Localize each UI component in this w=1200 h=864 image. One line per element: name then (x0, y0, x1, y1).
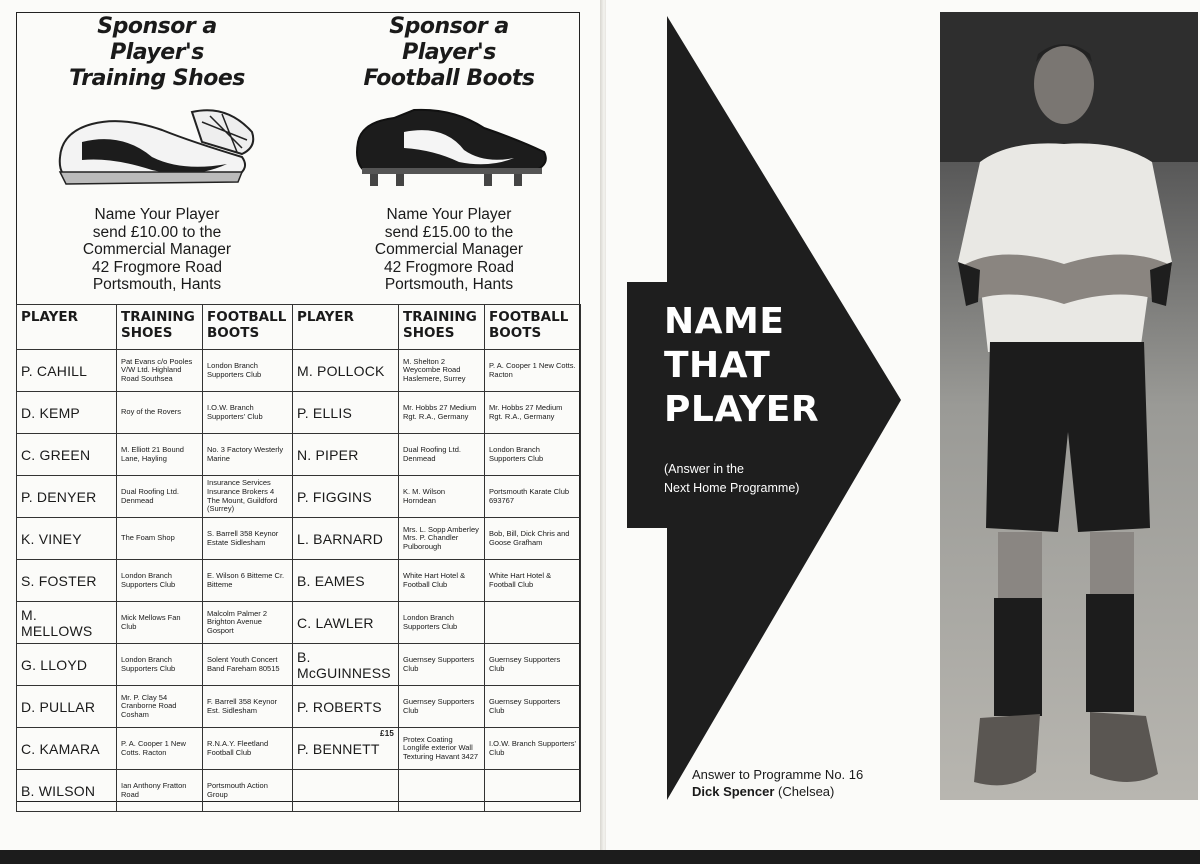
sponsor-cell (117, 392, 203, 434)
sponsor-text: P. A. Cooper 1 New Cotts. Racton (121, 738, 186, 757)
sponsor-cell (203, 392, 293, 434)
table-header-row (17, 305, 581, 350)
sponsor-text: Portsmouth Action Group (207, 780, 268, 799)
player-name: M. POLLOCK (297, 362, 385, 379)
quiz-note-line: Next Home Programme) (664, 481, 800, 495)
advert-title (308, 14, 590, 92)
quiz-title-line: PLAYER (664, 389, 820, 430)
player-name: B. WILSON (21, 782, 96, 799)
sponsor-text: F. Barrell 358 Keynor Est. Sidlesham (207, 696, 278, 715)
answer-prefix: Answer to Programme No. 16 (692, 767, 864, 782)
advert-title-line: Player's (402, 40, 496, 65)
quiz-title-line: THAT (664, 345, 771, 386)
table-row (17, 602, 581, 644)
sponsor-text: I.O.W. Branch Supporters' Club (489, 738, 576, 757)
player-name: B. EAMES (297, 572, 365, 589)
sponsor-cell (117, 644, 203, 686)
sponsor-cell (399, 560, 485, 602)
quiz-note-line: (Answer in the (664, 462, 744, 476)
sponsor-cell (485, 392, 581, 434)
advert-body-line: send £10.00 to the (92, 223, 222, 241)
sponsor-text: R.N.A.Y. Fleetland Football Club (207, 738, 269, 757)
sponsor-text: London Branch Supporters Club (207, 360, 262, 379)
player-name-cell (17, 434, 117, 476)
quiz-title (664, 300, 819, 432)
answer-name: Dick Spencer (692, 784, 775, 799)
player-name-cell (293, 644, 399, 686)
sponsor-cell (399, 770, 485, 812)
table-body (17, 350, 581, 812)
player-name-cell (293, 350, 399, 392)
sponsor-text: Portsmouth Karate Club 693767 (489, 486, 570, 505)
player-name: B. McGUINNESS (297, 648, 391, 681)
football-boots-advert (308, 14, 590, 294)
sponsor-cell (203, 602, 293, 644)
advert-body-line: Name Your Player (94, 206, 220, 223)
sponsor-text: Ian Anthony Fratton Road (121, 780, 187, 799)
sponsor-text: I.O.W. Branch Supporters' Club (207, 402, 263, 421)
sponsor-text: E. Wilson 6 Bitteme Cr. Bitteme (207, 570, 285, 589)
sponsor-cell (485, 644, 581, 686)
sponsor-text: Guernsey Supporters Club (403, 654, 475, 673)
player-name-cell (17, 350, 117, 392)
advert-body-line: 42 Frogmore Road (383, 258, 515, 276)
advert-body-line: Portsmouth, Hants (384, 276, 514, 294)
column-header: TRAINING SHOES (117, 305, 203, 350)
sponsor-text: London Branch Supporters Club (489, 444, 544, 463)
sponsor-cell (203, 686, 293, 728)
player-name: D. PULLAR (21, 698, 96, 715)
sponsor-cell (203, 350, 293, 392)
sponsor-text: Mrs. L. Sopp Amberley Mrs. P. Chandler Pulborough (403, 524, 479, 551)
advert-body-line: Portsmouth, Hants (92, 276, 222, 294)
sponsor-cell (203, 476, 293, 518)
sponsor-text: K. M. Wilson Horndean (403, 486, 446, 505)
advert-title-line: Football Boots (363, 66, 535, 91)
player-name: M. MELLOWS (21, 606, 93, 639)
quiz-title-line: NAME (664, 301, 785, 342)
player-name-cell (17, 686, 117, 728)
sponsor-cell (399, 602, 485, 644)
player-name-cell (17, 392, 117, 434)
player-name: P. BENNETT (297, 740, 380, 757)
player-name: L. BARNARD (297, 530, 384, 547)
column-header: FOOTBALL BOOTS (485, 305, 581, 350)
sponsor-text: S. Barrell 358 Keynor Estate Sidlesham (207, 528, 279, 547)
sponsor-cell (399, 350, 485, 392)
advert-body-line: send £15.00 to the (384, 223, 514, 241)
table-row (17, 518, 581, 560)
sponsor-cell (117, 686, 203, 728)
advert-body (16, 206, 298, 294)
table-row (17, 476, 581, 518)
sponsor-text: White Hart Hotel & Football Club (403, 570, 466, 589)
sponsor-text: M. Shelton 2 Weycombe Road Haslemere, Surrey (403, 356, 466, 383)
column-header: PLAYER (17, 305, 117, 350)
player-name-cell (17, 644, 117, 686)
sponsor-text: Mr. Hobbs 27 Medium Rgt. R.A., Germany (403, 402, 477, 421)
player-name: P. FIGGINS (297, 488, 372, 505)
table-row (17, 728, 581, 770)
advert-body-line: Commercial Manager (82, 241, 232, 259)
sponsor-cell (399, 728, 485, 770)
sponsor-cell (485, 560, 581, 602)
sponsor-table (16, 304, 581, 812)
previous-answer (692, 766, 863, 800)
player-name: P. ELLIS (297, 404, 353, 421)
advert-title-line: Sponsor a (389, 14, 509, 39)
sponsor-cell (117, 560, 203, 602)
quiz-note (664, 460, 799, 498)
sponsor-cell (485, 434, 581, 476)
sponsor-cell (117, 350, 203, 392)
table-row (17, 644, 581, 686)
player-name-cell (293, 686, 399, 728)
sponsor-text: Guernsey Supporters Club (489, 654, 561, 673)
sponsor-cell (485, 602, 581, 644)
sponsor-cell (203, 434, 293, 476)
advert-title (16, 14, 298, 92)
sponsor-text: P. A. Cooper 1 New Cotts. Racton (489, 360, 576, 379)
advert-title-line: Player's (110, 40, 204, 65)
player-name: P. ROBERTS (297, 698, 382, 715)
player-name: C. GREEN (21, 446, 91, 463)
player-name-cell (293, 728, 399, 770)
sponsor-amount-note: £15 (380, 728, 394, 738)
player-name-cell (293, 392, 399, 434)
sponsor-cell (399, 518, 485, 560)
sponsor-text: Dual Roofing Ltd. Denmead (121, 486, 179, 505)
sponsor-cell (203, 560, 293, 602)
sponsor-cell (399, 434, 485, 476)
sponsor-text: Pat Evans c/o Pooles V/W Ltd. Highland Road Southsea (121, 356, 193, 383)
player-name-cell (17, 476, 117, 518)
player-name-cell (293, 518, 399, 560)
sponsor-text: Roy of the Rovers (121, 407, 182, 417)
table-row (17, 560, 581, 602)
sponsor-cell (203, 644, 293, 686)
advert-body-line: Name Your Player (386, 206, 512, 223)
player-name-cell (17, 770, 117, 812)
sponsor-text: Bob, Bill, Dick Chris and Goose Grafham (489, 528, 570, 547)
sponsor-text: Dual Roofing Ltd. Denmead (403, 444, 461, 463)
sponsor-cell (399, 392, 485, 434)
player-name: C. LAWLER (297, 614, 374, 631)
advert-body-line: Commercial Manager (374, 241, 524, 259)
sponsor-text: M. Elliott 21 Bound Lane, Hayling (121, 444, 184, 463)
bottom-edge (0, 850, 1200, 864)
sponsor-text: Guernsey Supporters Club (403, 696, 475, 715)
advert-title-line: Training Shoes (69, 66, 245, 91)
player-name-cell (293, 602, 399, 644)
player-name: P. CAHILL (21, 362, 88, 379)
sponsor-cell (485, 350, 581, 392)
sponsor-cell (399, 644, 485, 686)
football-boot-icon (344, 102, 554, 190)
table-row (17, 770, 581, 812)
sponsor-text: White Hart Hotel & Football Club (489, 570, 552, 589)
sponsor-text: London Branch Supporters Club (403, 612, 458, 631)
sponsor-cell (203, 770, 293, 812)
training-shoe-icon (52, 102, 262, 190)
sponsor-text: Insurance Services Insurance Brokers 4 The Mount, Guildford (Surrey) (207, 478, 278, 514)
sponsor-text: London Branch Supporters Club (121, 654, 176, 673)
sponsor-text: No. 3 Factory Westerly Marine (207, 444, 284, 463)
advert-body (308, 206, 590, 294)
advert-body-line: 42 Frogmore Road (91, 258, 223, 276)
sponsor-cell (117, 602, 203, 644)
sponsor-cell (117, 434, 203, 476)
sponsor-cell (117, 728, 203, 770)
player-name-cell (17, 602, 117, 644)
table-row (17, 434, 581, 476)
answer-club: (Chelsea) (778, 784, 835, 799)
player-name-cell (17, 518, 117, 560)
table-row (17, 350, 581, 392)
sponsor-cell (485, 728, 581, 770)
sponsor-text: The Foam Shop (121, 533, 175, 543)
player-photo (940, 12, 1198, 800)
table-row (17, 392, 581, 434)
sponsor-text: Malcolm Palmer 2 Brighton Avenue Gosport (207, 608, 268, 635)
sponsor-cell (485, 476, 581, 518)
column-header: FOOTBALL BOOTS (203, 305, 293, 350)
player-name: P. DENYER (21, 488, 97, 505)
advert-title-line: Sponsor a (97, 14, 217, 39)
sponsor-text: Mr. P. Clay 54 Cranborne Road Cosham (121, 692, 177, 719)
sponsor-cell (117, 476, 203, 518)
sponsor-text: Solent Youth Concert Band Fareham 80515 (207, 654, 280, 673)
sponsor-cell (117, 518, 203, 560)
player-name: D. KEMP (21, 404, 80, 421)
player-name-cell (293, 560, 399, 602)
sponsor-text: Protex Coating Longlife exterior Wall Texturing Havant 3427 (403, 734, 479, 761)
sponsor-cell (117, 770, 203, 812)
player-name-cell (293, 434, 399, 476)
table-row (17, 686, 581, 728)
player-name: G. LLOYD (21, 656, 88, 673)
column-header: PLAYER (293, 305, 399, 350)
sponsor-text: London Branch Supporters Club (121, 570, 176, 589)
sponsor-text: Mr. Hobbs 27 Medium Rgt. R.A., Germany (489, 402, 563, 421)
sponsor-cell (399, 476, 485, 518)
player-name-cell (293, 770, 399, 812)
sponsor-cell (485, 686, 581, 728)
sponsor-cell (399, 686, 485, 728)
sponsor-cell (203, 728, 293, 770)
sponsor-text: Mick Mellows Fan Club (121, 612, 181, 631)
training-shoes-advert (16, 14, 298, 294)
sponsor-cell (485, 770, 581, 812)
player-name: C. KAMARA (21, 740, 100, 757)
player-name: S. FOSTER (21, 572, 97, 589)
sponsor-text: Guernsey Supporters Club (489, 696, 561, 715)
player-name-cell (293, 476, 399, 518)
player-name-cell (17, 728, 117, 770)
player-name-cell (17, 560, 117, 602)
player-name: N. PIPER (297, 446, 359, 463)
column-header: TRAINING SHOES (399, 305, 485, 350)
sponsor-cell (203, 518, 293, 560)
sponsor-cell (485, 518, 581, 560)
player-name: K. VINEY (21, 530, 82, 547)
